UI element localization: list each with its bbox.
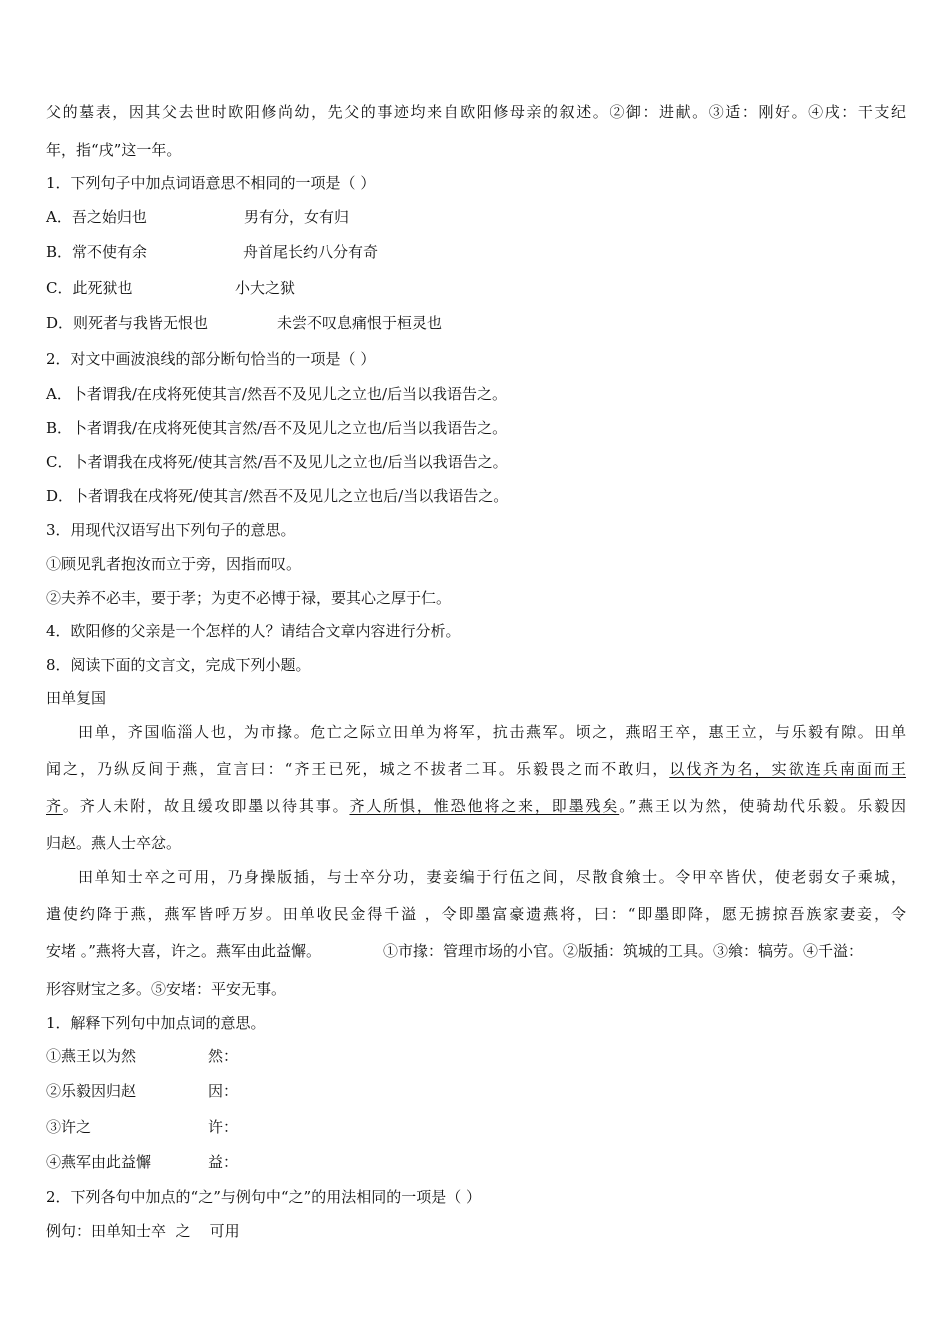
q1-option-c (46, 278, 296, 298)
q1-option-d (46, 313, 443, 333)
sub1-item-1-word: 然： (208, 1047, 239, 1065)
sub2-stem: 2．下列各句中加点的“之”与例句中“之”的用法相同的一项是（ ） (46, 1188, 481, 1206)
sub1-item-4 (46, 1152, 239, 1172)
q4-stem: 4．欧阳修的父亲是一个怎样的人？请结合文章内容进行分析。 (46, 622, 461, 640)
sub1-item-2 (46, 1081, 239, 1101)
sub1-item-3-sentence: ③许之 (46, 1118, 92, 1136)
q1-option-d-left: D．则死者与我皆无恨也 (46, 314, 209, 332)
wavy-underline-segment-1: 以伐齐为名，实欲连兵南面而王 (669, 760, 906, 778)
q2-option-a: A．卜者谓我/在戌将死使其言/然吾不及见儿之立也/后当以我语告之。 (46, 385, 507, 403)
q1-option-a (46, 207, 350, 227)
q2-option-d: D．卜者谓我在戌将死/使其言/然吾不及见儿之立也后/当以我语告之。 (46, 487, 509, 505)
q1-option-b (46, 242, 379, 262)
passage-p1-line-2-text: 闻之，乃纵反间于燕，宣言曰：“齐王已死，城之不拔者二耳。乐毅畏之而不敢归， (46, 760, 670, 778)
sub1-item-3-word: 许： (208, 1118, 239, 1136)
passage-p2-line-2: 遣使约降于燕，燕军皆呼万岁。田单收民金得千溢 ，令即墨富豪遗燕将，曰：“即墨即降，愿无掳掠吾族家妻妾，令 (46, 905, 906, 923)
q3-item-1: ①顾见乳者抱汝而立于旁，因指而叹。 (46, 555, 302, 573)
q8-stem: 8．阅读下面的文言文，完成下列小题。 (46, 656, 311, 674)
passage-p1-line-4: 归赵。燕人士卒忿。 (46, 834, 182, 852)
sub1-item-3 (46, 1117, 239, 1137)
q3-stem: 3．用现代汉语写出下列句子的意思。 (46, 521, 296, 539)
sub1-item-2-sentence: ②乐毅因归赵 (46, 1082, 137, 1100)
passage-p2-line-3-text: 安堵 。”燕将大喜，许之。燕军由此益懈。 (46, 942, 321, 960)
passage-p1-line-3-text-a: 。齐人未附，故且缓攻即墨以待其事。 (62, 797, 350, 815)
q1-option-d-right: 未尝不叹息痛恨于桓灵也 (277, 314, 443, 332)
q1-option-b-right: 舟首尾长约八分有奇 (243, 243, 379, 261)
q1-option-a-left: A．吾之始归也 (46, 208, 147, 226)
q1-option-c-right: 小大之狱 (235, 279, 296, 297)
footnotes: ①市掾：管理市场的小官。②版插：筑城的工具。③飨：犒劳。④千溢： (383, 942, 864, 960)
q1-option-c-left: C．此死狱也 (46, 279, 133, 297)
passage-title: 田单复国 (46, 689, 107, 707)
passage-p1-line-2 (46, 759, 906, 779)
sub1-item-4-word: 益： (208, 1153, 239, 1171)
passage-p2-line-1: 田单知士卒之可用，乃身操版插，与士卒分功，妻妾编于行伍之间，尽散食飨士。令甲卒皆伏，使老弱女子乘城， (78, 868, 906, 886)
q2-option-b: B．卜者谓我/在戌将死使其言然/吾不及见儿之立也/后当以我语告之。 (46, 419, 508, 437)
sub2-example: 例句：田单知士卒 之 可用 (46, 1222, 240, 1240)
q3-item-2: ②夫养不必丰，要于孝；为吏不必博于禄，要其心之厚于仁。 (46, 589, 452, 607)
sub1-item-1-sentence: ①燕王以为然 (46, 1047, 137, 1065)
q2-option-c: C．卜者谓我在戌将死/使其言然/吾不及见儿之立也/后当以我语告之。 (46, 453, 508, 471)
sub1-item-1 (46, 1046, 239, 1066)
sub1-item-2-word: 因： (208, 1082, 239, 1100)
passage-p1-line-3 (46, 796, 906, 816)
q1-stem: 1．下列句子中加点词语意思不相同的一项是（ ） (46, 174, 376, 192)
passage-p1-line-1: 田单，齐国临淄人也，为市掾。危亡之际立田单为将军，抗击燕军。顷之，燕昭王卒，惠王立，与乐毅有隙。田单 (78, 723, 906, 741)
footnotes-continued: 形容财宝之多。⑤安堵：平安无事。 (46, 980, 287, 998)
wavy-underline-segment-2: 齐 (46, 797, 63, 815)
intro-line-1: 父的墓表，因其父去世时欧阳修尚幼，先父的事迹均来自欧阳修母亲的叙述。②御：进献。③适：刚好。④戌：干支纪 (46, 103, 906, 121)
intro-line-2: 年，指“戌”这一年。 (46, 141, 182, 159)
sub1-stem: 1．解释下列句中加点词的意思。 (46, 1014, 266, 1032)
passage-p1-line-3-text-b: 。”燕王以为然，使骑劫代乐毅。乐毅因 (619, 797, 906, 815)
sub1-item-4-sentence: ④燕军由此益懈 (46, 1153, 152, 1171)
q1-option-b-left: B．常不使有余 (46, 243, 148, 261)
underline-segment-3: 齐人所惧，惟恐他将之来，即墨残矣 (349, 797, 620, 815)
q1-option-a-right: 男有分，女有归 (244, 208, 350, 226)
q2-stem: 2．对文中画波浪线的部分断句恰当的一项是（ ） (46, 350, 376, 368)
passage-p2-line-3 (46, 941, 864, 961)
